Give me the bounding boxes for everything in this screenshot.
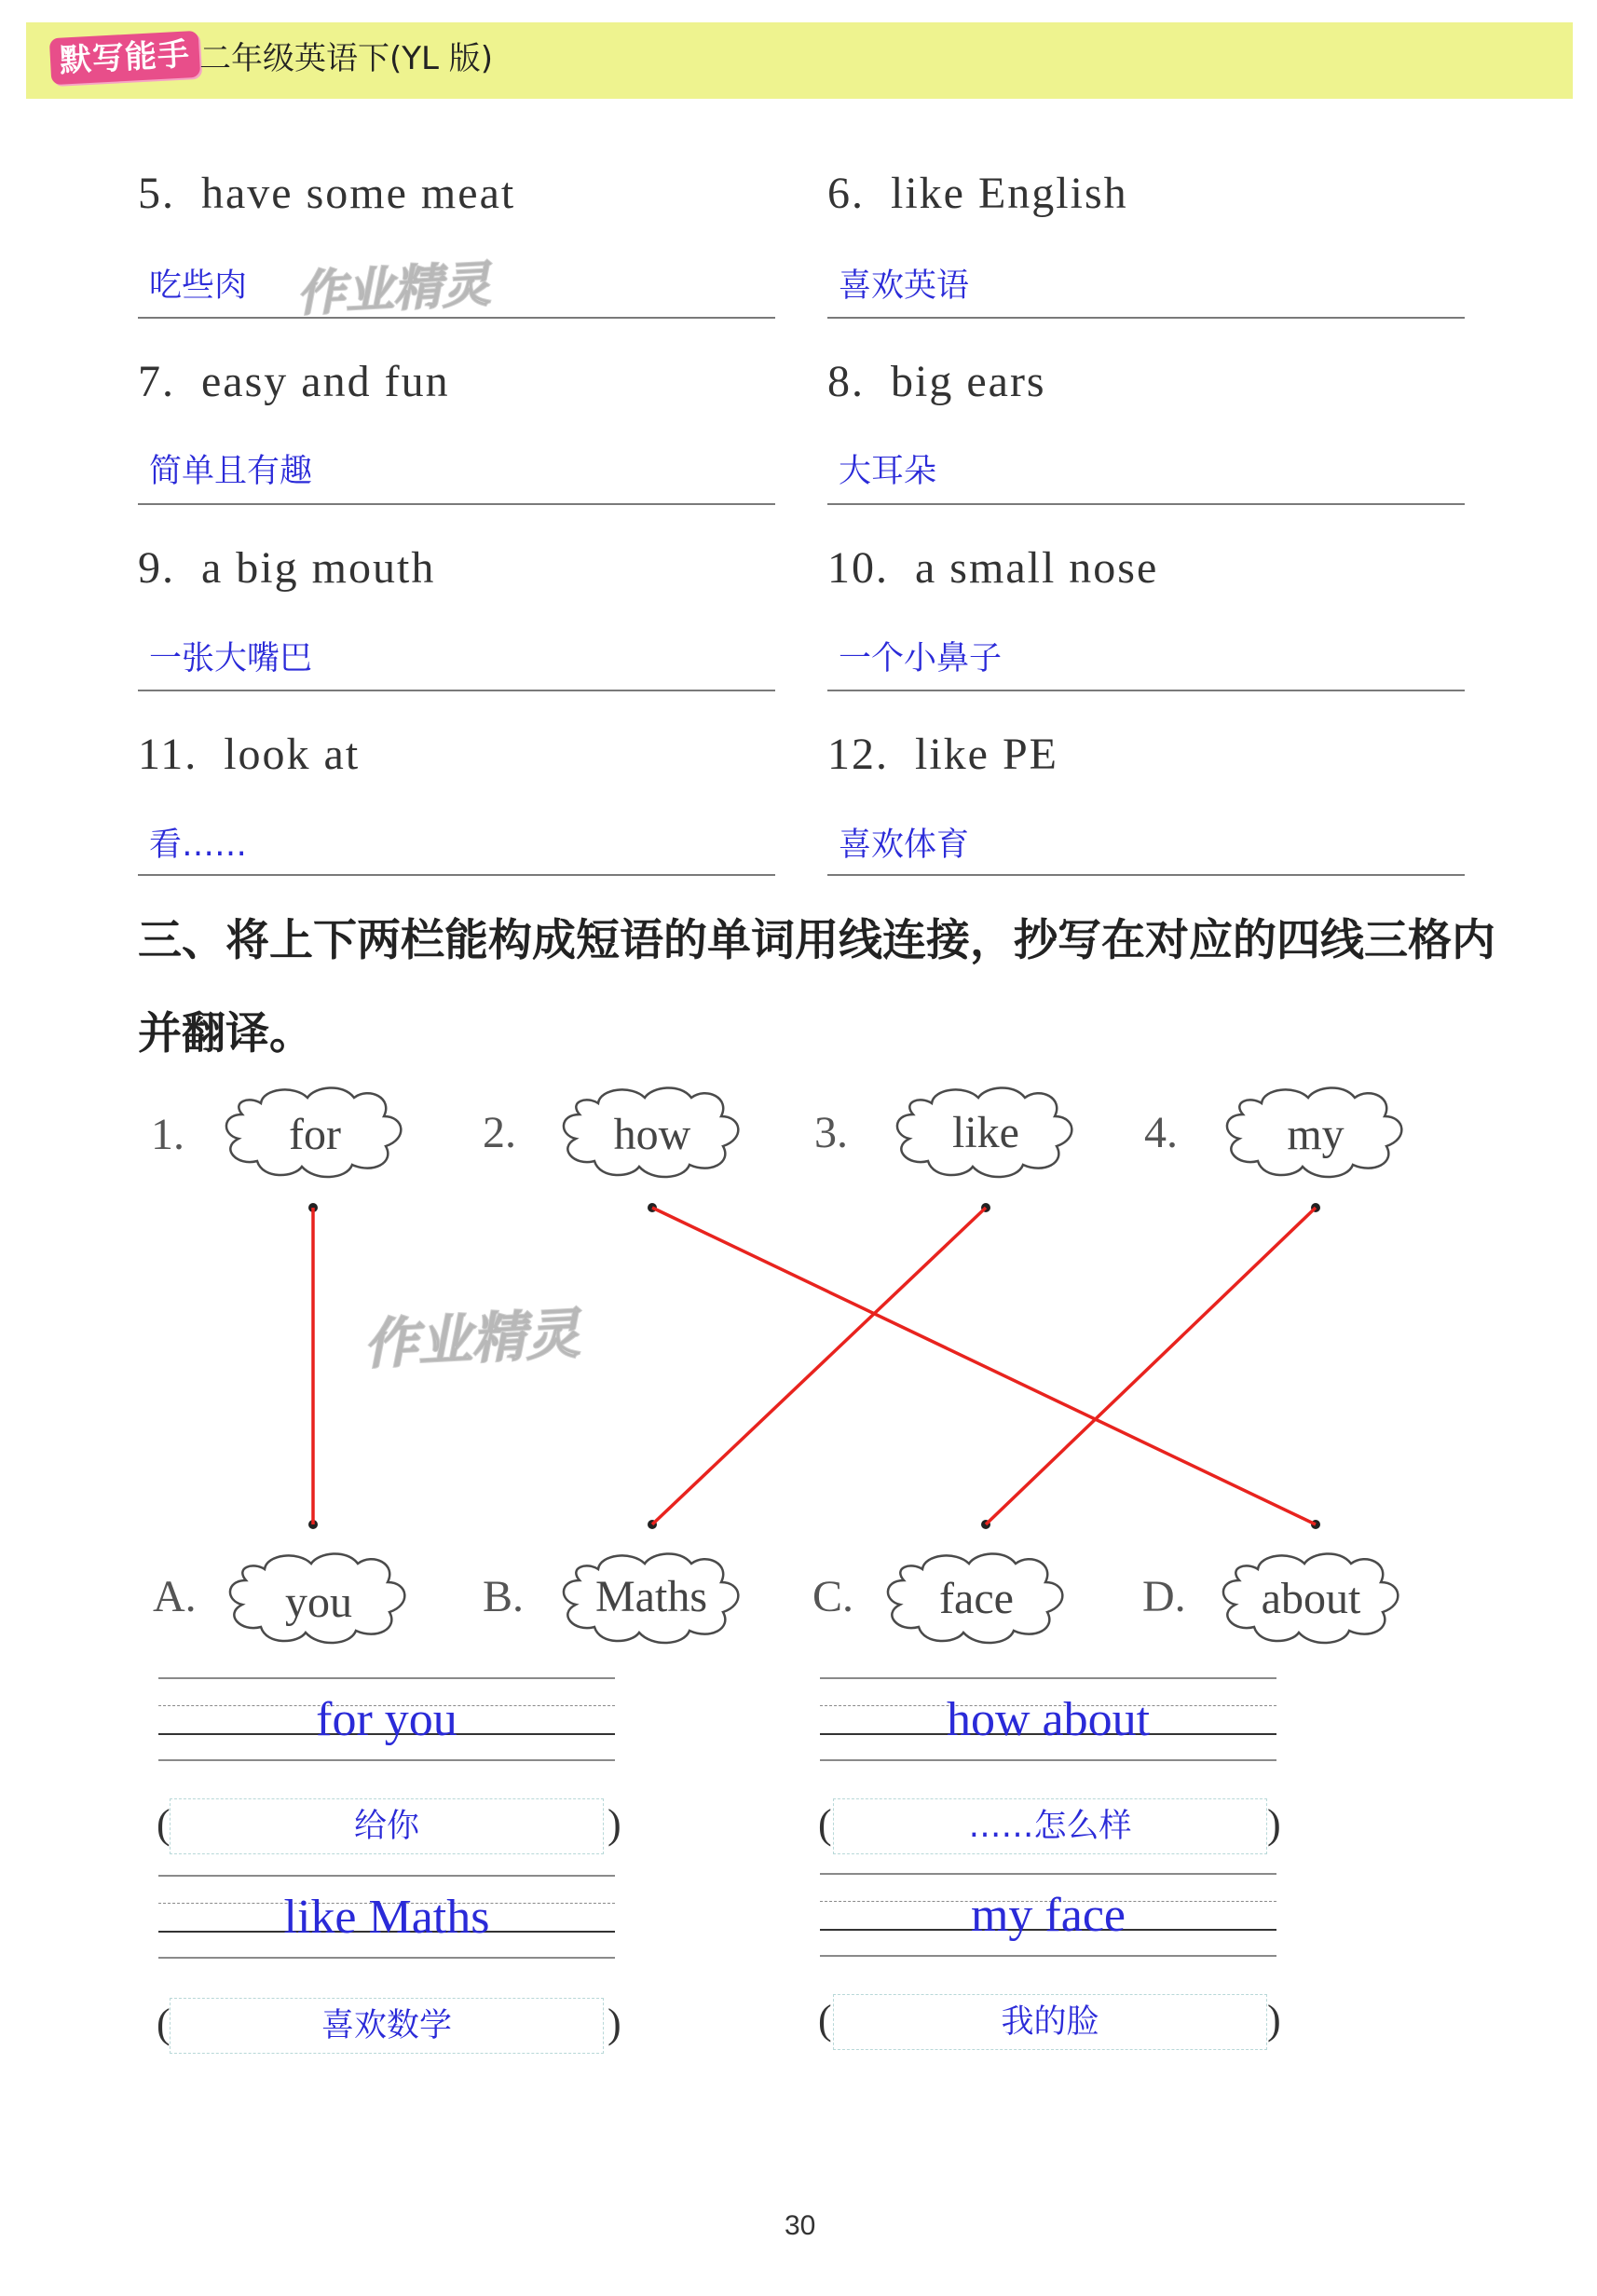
phrase-answer-1: for you [316, 1693, 457, 1746]
writing-grid-1 [158, 1677, 615, 1761]
top-item-number: 4. [1144, 1108, 1178, 1157]
top-word-for: for [289, 1110, 341, 1159]
vocab-phrase: like PE [915, 730, 1058, 779]
vocab-answer-6: 喜欢英语 [839, 267, 970, 305]
phrase-answer-4: my face [970, 1889, 1126, 1942]
vocab-answer-10: 一个小鼻子 [839, 640, 1003, 677]
watermark: 作业精灵 [294, 256, 492, 323]
vocab-answer-7: 简单且有趣 [149, 453, 313, 490]
watermark: 作业精灵 [362, 1301, 581, 1377]
translation-answer-3: 喜欢数学 [170, 1998, 604, 2054]
vocab-answer-8: 大耳朵 [839, 453, 937, 490]
top-word-my: my [1287, 1110, 1344, 1159]
bottom-word-you: you [285, 1578, 352, 1627]
vocab-phrase: have some meat [201, 169, 516, 218]
vocab-answer-11: 看…… [149, 827, 248, 864]
open-paren: ( [157, 2001, 171, 2046]
match-line-4 [986, 1208, 1316, 1524]
vocab-phrase: a big mouth [201, 543, 436, 593]
match-lines [313, 1208, 1316, 1524]
vocab-number: 6. [827, 169, 865, 218]
vocab-phrase: easy and fun [201, 357, 450, 406]
vocab-number: 10. [827, 543, 889, 593]
phrase-answer-2: how about [946, 1693, 1151, 1746]
open-paren: ( [818, 1997, 832, 2043]
translation-answer-4: 我的脸 [833, 1994, 1267, 2050]
top-word-like: like [952, 1108, 1019, 1157]
close-paren: ) [607, 2001, 621, 2046]
vocab-number: 11. [138, 730, 198, 779]
match-line-2 [652, 1208, 1316, 1524]
vocab-phrase: a small nose [915, 543, 1159, 593]
vocab-number: 5. [138, 169, 175, 218]
vocab-answer-12: 喜欢体育 [839, 827, 970, 864]
phrase-answer-3: like Maths [283, 1891, 490, 1944]
writing-grid-2 [820, 1677, 1276, 1761]
bottom-word-face: face [939, 1574, 1014, 1623]
book-title: 二年级英语下(YL 版) [199, 40, 494, 77]
bottom-item-letter: A. [153, 1572, 197, 1621]
translation-answer-1: 给你 [170, 1798, 604, 1854]
vocab-answer-5: 吃些肉 [149, 267, 248, 305]
bottom-word-about: about [1261, 1574, 1361, 1623]
top-word-how: how [613, 1110, 691, 1159]
vocab-number: 8. [827, 357, 865, 406]
close-paren: ) [1267, 1801, 1281, 1847]
bottom-item-letter: D. [1142, 1572, 1186, 1621]
translation-answer-2: ……怎么样 [833, 1798, 1267, 1854]
page-number: 30 [785, 2210, 816, 2241]
bottom-item-letter: C. [812, 1572, 854, 1621]
vocab-number: 7. [138, 357, 175, 406]
bottom-item-letter: B. [483, 1572, 525, 1621]
top-item-number: 2. [483, 1108, 516, 1157]
close-paren: ) [1267, 1997, 1281, 2043]
writing-grid-3 [158, 1875, 615, 1959]
close-paren: ) [607, 1801, 621, 1847]
section-3-instruction: 三、将上下两栏能构成短语的单词用线连接，抄写在对应的四线三格内并翻译。 [138, 915, 1495, 1059]
vocab-number: 9. [138, 543, 175, 593]
open-paren: ( [157, 1801, 171, 1847]
vocab-number: 12. [827, 730, 889, 779]
brand-logo: 默写能手 [49, 31, 200, 85]
open-paren: ( [818, 1801, 832, 1847]
bottom-word-maths: Maths [595, 1572, 707, 1621]
vocab-answer-9: 一张大嘴巴 [149, 640, 313, 677]
match-line-3 [652, 1208, 986, 1524]
top-item-number: 3. [814, 1108, 848, 1157]
vocab-phrase: like English [891, 169, 1128, 218]
top-item-number: 1. [151, 1110, 184, 1159]
vocab-phrase: big ears [891, 357, 1046, 406]
writing-grid-4 [820, 1873, 1276, 1957]
vocab-phrase: look at [224, 730, 361, 779]
